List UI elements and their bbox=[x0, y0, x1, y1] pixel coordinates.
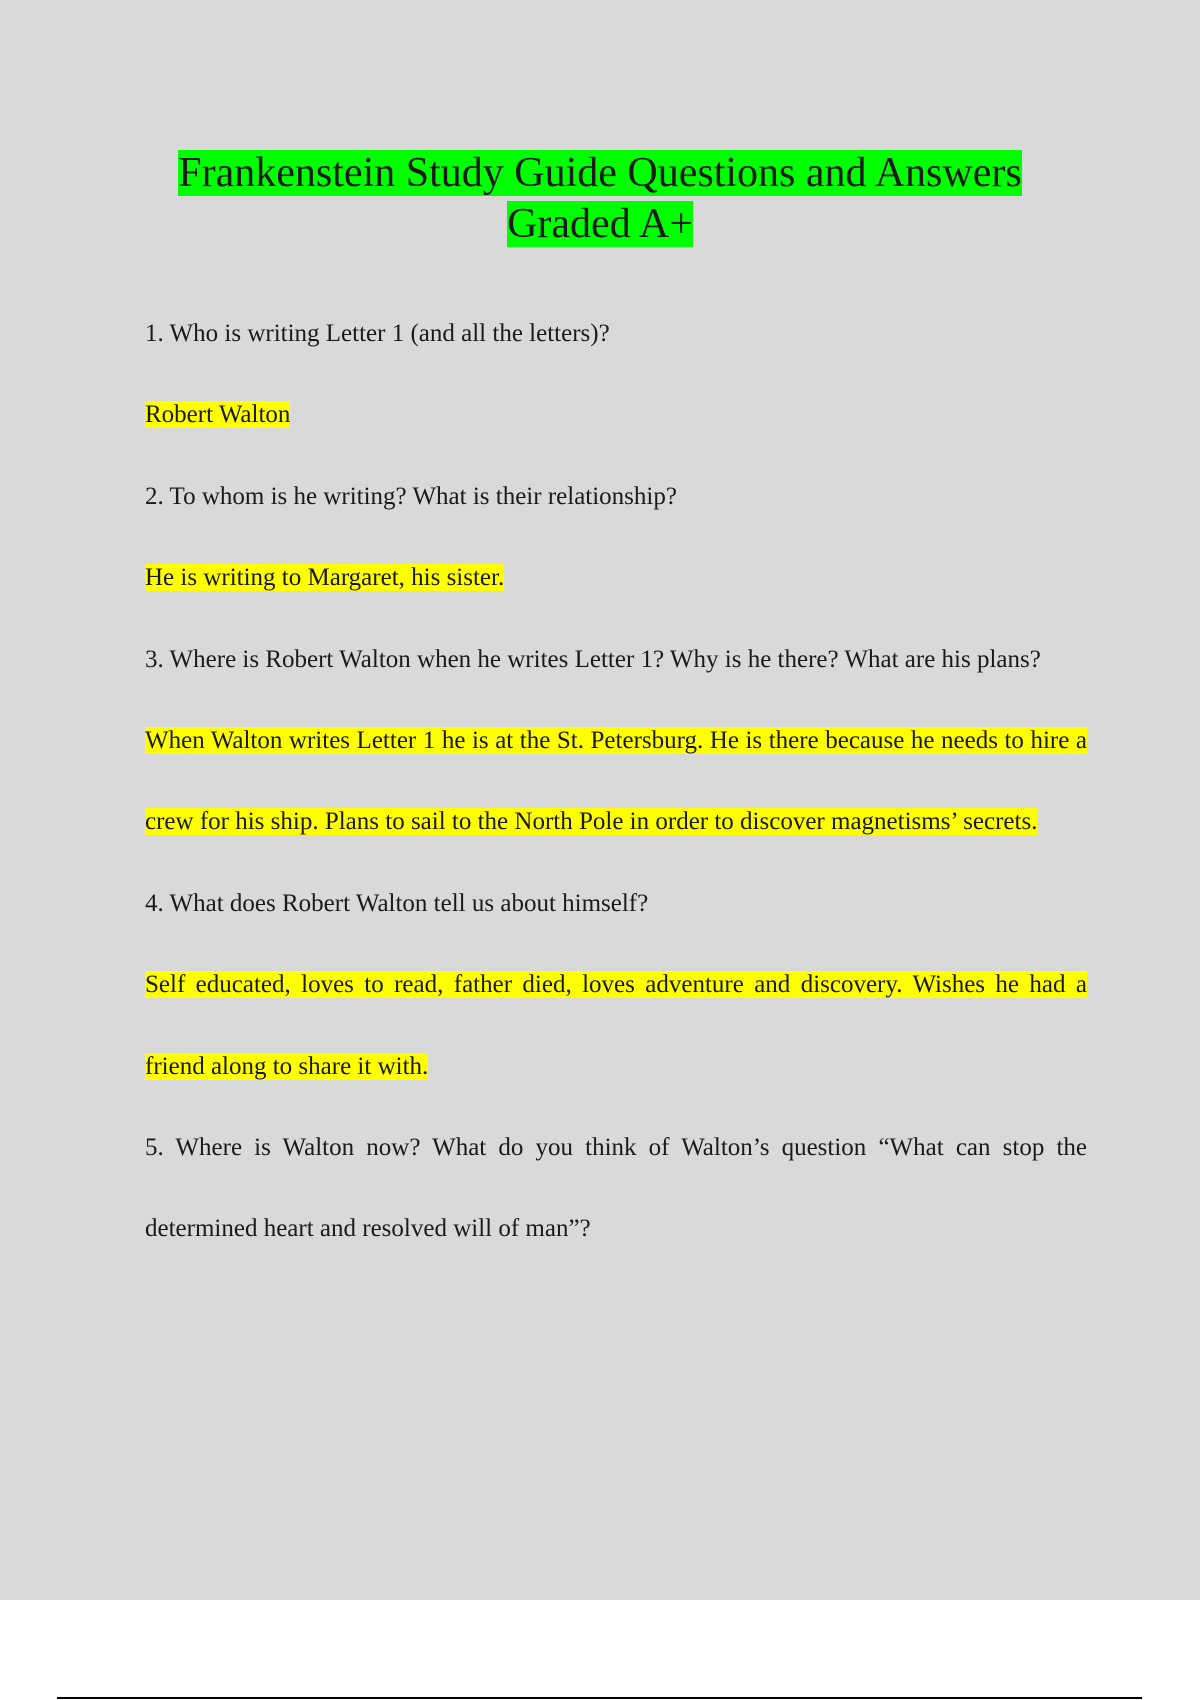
question-4: 4. What does Robert Walton tell us about himself? bbox=[145, 889, 649, 917]
question-1: 1. Who is writing Letter 1 (and all the letters)? bbox=[145, 320, 610, 347]
answer-4: Self educated, loves to read, father died, loves adventure and discovery. Wishes he had a friend along to share it with. bbox=[145, 971, 1087, 1080]
title-line-2: Graded A+ bbox=[507, 201, 693, 247]
question-2: 2. To whom is he writing? What is their relationship? bbox=[145, 482, 677, 510]
document-title bbox=[0, 148, 1200, 250]
qa-content bbox=[145, 293, 1087, 1270]
answer-2: He is writing to Margaret, his sister. bbox=[145, 564, 505, 592]
footer-divider bbox=[57, 1697, 1142, 1699]
answer-3: When Walton writes Letter 1 he is at the St. Petersburg. He is there because he needs to hire a crew for his ship. Plans to sail to the North Pole in order to discover magnetisms’ secrets. bbox=[145, 727, 1087, 836]
title-line-1: Frankenstein Study Guide Questions and Answers bbox=[178, 150, 1022, 196]
question-5: 5. Where is Walton now? What do you think of Walton’s question “What can stop the determined heart and resolved will of man”? bbox=[145, 1134, 1087, 1243]
answer-1: Robert Walton bbox=[145, 401, 291, 429]
question-3: 3. Where is Robert Walton when he writes Letter 1? Why is he there? What are his plans? bbox=[145, 645, 1041, 673]
